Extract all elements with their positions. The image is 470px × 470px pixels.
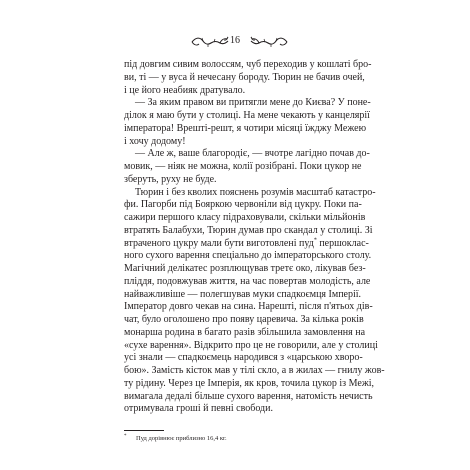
body-text [124, 59, 385, 416]
text-line: Магічний делікатес розплющував третє око, лікував без- [124, 263, 366, 274]
text-line: усі знали — спадкоємець народився з «царською хворо- [124, 352, 363, 364]
text-line: імператора! Врешті-решт, я чотири місяці їжджу Межею [124, 122, 367, 134]
text-line: бою». Замість кісток мав у тілі скло, а в жилах — гнилу жов- [124, 365, 385, 376]
text-line: і хочу додому! [124, 135, 186, 147]
text-line: ту рідину. Через це Імперія, як кров, точила цукор із Межі, [124, 377, 375, 389]
text-line: отримувала гроші й певні свободи. [124, 403, 273, 415]
text-line: монарша родина в багато разів збільшила замовлення на [124, 326, 366, 338]
text-fragment: втраченого цукру мали бути виготовлені пуд [124, 237, 314, 249]
text-line: ділок я маю бути у столиці. На мене чекають у канцелярії [124, 110, 370, 121]
text-line: — Але ж, ваше благородіє, — вчотре лагідно почав до- [135, 148, 370, 160]
text-line: втратять Балабухи, Тюрин думав про скандал у столиці. Зі [124, 224, 373, 236]
text-line: сажири першого класу підраховували, скільки мільйонів [124, 212, 366, 223]
text-line: пліддя, подовжував життя, на час повертав молодість, але [124, 275, 371, 287]
footnote-marker: * [313, 237, 317, 244]
text-fragment: першоклас- [316, 237, 369, 249]
text-line: вимагала дедалі більше сухого варення, натомість нечисть [124, 390, 373, 402]
text-line-with-footnote [124, 237, 369, 251]
footnote-text: Пуд дорівнює приблизно 16,4 кг. [136, 435, 227, 442]
text-line: Імператор довго чекав на сина. Нарешті, після п'ятьох дів- [124, 301, 373, 313]
text-line: чат, було оголошено про появу царевича. За кілька років [124, 314, 364, 325]
text-line: фи. Пагорби під Бояркою червоніли від цукру. Поки па- [124, 199, 362, 211]
text-line: найважливіше — полегшував муки спадкоємця Імперії. [124, 288, 362, 300]
dragon-ornament-right-icon [249, 35, 289, 49]
footnote: * Пуд дорівнює приблизно 16,4 кг. [124, 433, 227, 442]
footnote-divider [124, 430, 164, 431]
text-line: і це його неабияк дратувало. [124, 84, 246, 96]
text-line: ви, ті — у вуса й нечесану бороду. Тюрин не бачив очей, [124, 71, 365, 83]
text-line: під довгим сивим волоссям, чуб переходив у кошлаті бро- [124, 59, 372, 70]
text-line: мовик, — ніяк не можна, колії розібрані. Поки цукор не [124, 161, 362, 172]
text-line: зберуть, руху не буде. [124, 173, 217, 185]
text-line: «сухе варення». Відкрито про це не говорили, але у столиці [124, 339, 378, 351]
running-head [0, 33, 470, 51]
text-line: — За яким правом ви притягли мене до Києва? У поне- [135, 97, 371, 109]
page-number: 16 [230, 35, 240, 46]
text-line: Тюрин і без кволих пояснень розумів масштаб катастро- [135, 186, 376, 198]
text-line: ного сухого варення спеціально до імператорського столу. [124, 250, 372, 262]
